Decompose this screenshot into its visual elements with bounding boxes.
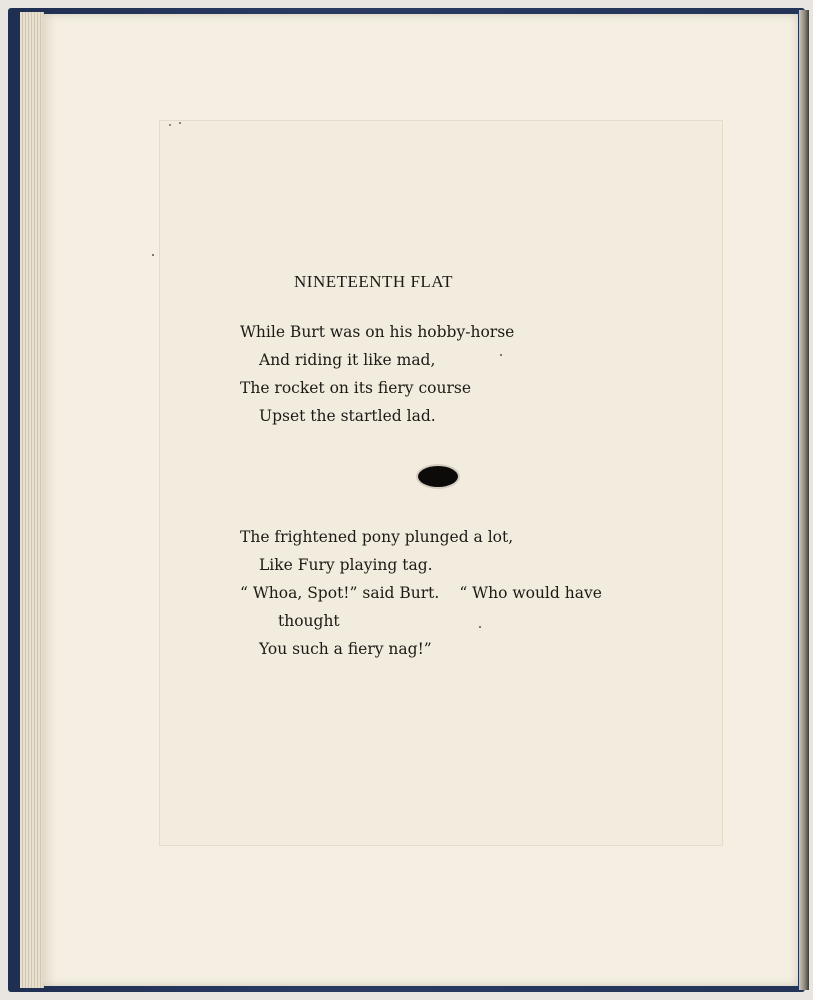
verse-line: Like Fury playing tag. [259, 556, 433, 574]
verse-line: While Burt was on his hobby-horse [240, 323, 515, 341]
page-edges [20, 12, 44, 988]
verse-line: thought [278, 612, 340, 630]
book-edge-right [799, 10, 809, 990]
paper-speck [179, 122, 181, 124]
paper-speck [152, 254, 154, 256]
verse-line-part: “ Who would have [459, 584, 602, 602]
stanza-2 [240, 523, 602, 663]
verse-line: The rocket on its fiery course [240, 379, 472, 397]
ink-blot-ornament [418, 466, 458, 487]
verse-line: You such a fiery nag!” [259, 640, 432, 658]
paper-speck [169, 124, 171, 126]
verse-line: The frightened pony plunged a lot, [240, 528, 514, 546]
stanza-1 [240, 318, 514, 430]
poem-title: NINETEENTH FLAT [294, 272, 454, 291]
verse-line-part: “ Whoa, Spot!” said Burt. [240, 584, 440, 602]
book-page [42, 14, 798, 986]
verse-line: And riding it like mad, [259, 351, 436, 369]
verse-line [240, 579, 602, 607]
verse-line: Upset the startled lad. [259, 407, 436, 425]
